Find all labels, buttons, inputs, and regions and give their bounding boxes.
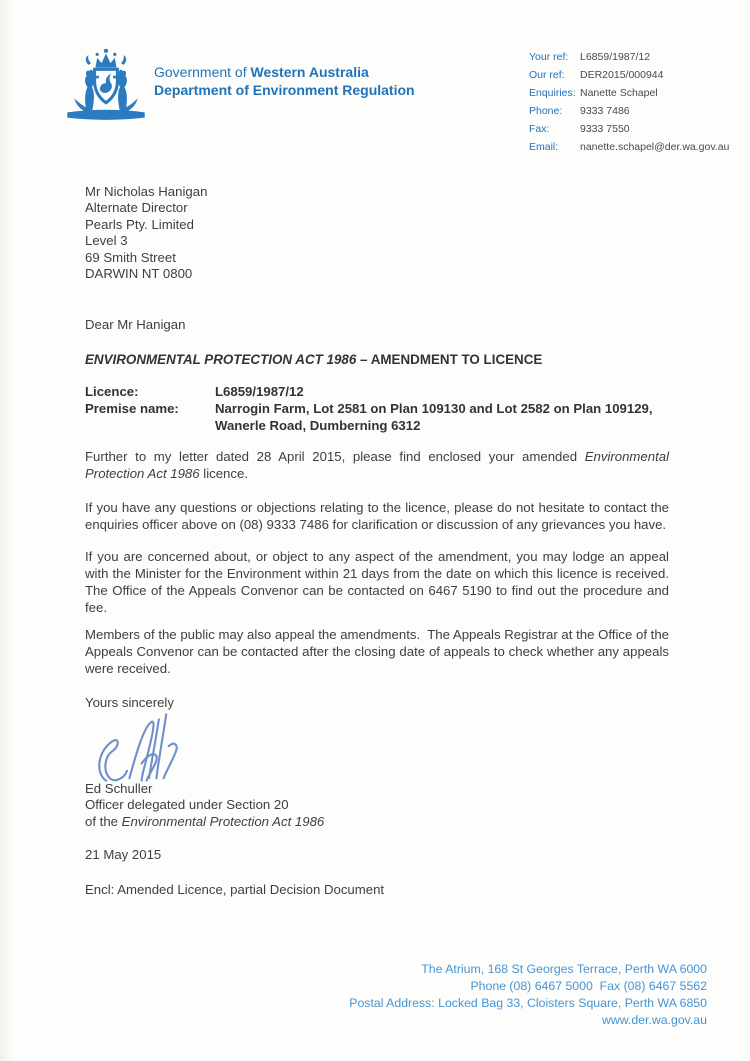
signer-role-act-pre: of the (85, 813, 122, 829)
email-row (529, 138, 729, 156)
paragraph-public-appeals: Members of the public may also appeal the amendments. The Appeals Registrar at the Office of the Appeals Convenor can be contacted after the closing date of appeals to check whether any appeals were received. (85, 627, 669, 676)
department-name: Department of Environment Regulation (154, 82, 415, 98)
licence-label: Licence: (85, 384, 139, 399)
premise-label: Premise name: (85, 401, 179, 416)
footer-street-address: The Atrium, 168 St Georges Terrace, Perth WA 6000 (421, 962, 707, 976)
your-ref-label: Your ref: (529, 51, 569, 63)
paragraph-enclosed-licence (85, 448, 669, 482)
signer-role-act (85, 814, 669, 830)
licence-details (85, 383, 669, 434)
phone-label: Phone: (529, 105, 563, 117)
recipient-name: Mr Nicholas Hanigan (85, 184, 208, 199)
valediction: Yours sincerely (85, 695, 174, 710)
subject-amendment-text: – AMENDMENT TO LICENCE (356, 352, 543, 367)
our-ref-row (529, 66, 729, 84)
our-ref-label: Our ref: (529, 69, 565, 81)
your-ref-value: L6859/1987/12 (580, 51, 651, 63)
phone-row (529, 102, 729, 120)
footer-phone-fax: Phone (08) 6467 5000 Fax (08) 6467 5562 (470, 979, 707, 993)
government-line (154, 63, 415, 81)
our-ref-value: DER2015/000944 (580, 69, 664, 81)
footer-postal-address: Postal Address: Locked Bag 33, Cloisters Square, Perth WA 6850 (349, 996, 707, 1010)
subject-line (85, 351, 669, 368)
wa-coat-of-arms-icon (62, 44, 150, 133)
footer-website: www.der.wa.gov.au (601, 1013, 707, 1027)
salutation: Dear Mr Hanigan (85, 317, 186, 332)
recipient-level: Level 3 (85, 233, 128, 249)
signer-name: Ed Schuller (85, 781, 153, 796)
paragraph-1-text: Further to my letter dated 28 April 2015, please find enclosed your amended (85, 449, 585, 464)
signer-role: Officer delegated under Section 20 (85, 797, 289, 813)
fax-value: 9333 7550 (580, 123, 630, 135)
paragraph-1-act-name: Environmental Protection Act 1986 (85, 449, 669, 481)
reference-block (529, 48, 729, 156)
signer-role-act-name: Environmental Protection Act 1986 (121, 813, 325, 829)
paragraph-1-end: licence. (199, 466, 248, 481)
enclosure-note: Encl: Amended Licence, partial Decision Document (85, 882, 385, 897)
paragraph-appeal-minister: If you are concerned about, or object to any aspect of the amendment, you may lodge an appeal with the Minister for the Environment within 21 days from the date on which this licence is received. The Office of the Appeals Convenor can be contacted on 6467 5190 to find out the procedure and fee. (85, 549, 669, 615)
licence-number: L6859/1987/12 (215, 384, 304, 399)
department-header (154, 63, 415, 99)
letter-date: 21 May 2015 (85, 847, 162, 862)
recipient-company: Pearls Pty. Limited (85, 216, 194, 232)
enquiries-label: Enquiries: (529, 87, 576, 99)
signature-block (85, 781, 669, 830)
email-label: Email: (529, 141, 559, 153)
enquiries-row (529, 84, 729, 102)
recipient-city: DARWIN NT 0800 (85, 266, 193, 282)
your-ref-row (529, 48, 729, 66)
paragraph-questions-contact: If you have any questions or objections relating to the licence, please do not hesitate to contact the enquiries officer above on (08) 9333 7486 for clarification or discussion of any grievances you have. (85, 500, 669, 532)
recipient-street: 69 Smith Street (85, 249, 176, 265)
subject-act-name: ENVIRONMENTAL PROTECTION ACT 1986 (85, 352, 357, 367)
premise-value: Narrogin Farm, Lot 2581 on Plan 109130 and Lot 2582 on Plan 109129, Wanerle Road, Dumberning 6312 (215, 401, 653, 433)
recipient-address (85, 184, 669, 282)
western-australia-text: Western Australia (250, 64, 369, 80)
government-of-text: Government of (154, 64, 251, 80)
footer-contact-block (87, 961, 707, 1029)
fax-row (529, 120, 729, 138)
email-value: nanette.schapel@der.wa.gov.au (580, 141, 730, 153)
phone-value: 9333 7486 (580, 105, 630, 117)
enquiries-value: Nanette Schapel (580, 87, 658, 99)
fax-label: Fax: (529, 123, 550, 135)
recipient-title: Alternate Director (85, 200, 188, 216)
